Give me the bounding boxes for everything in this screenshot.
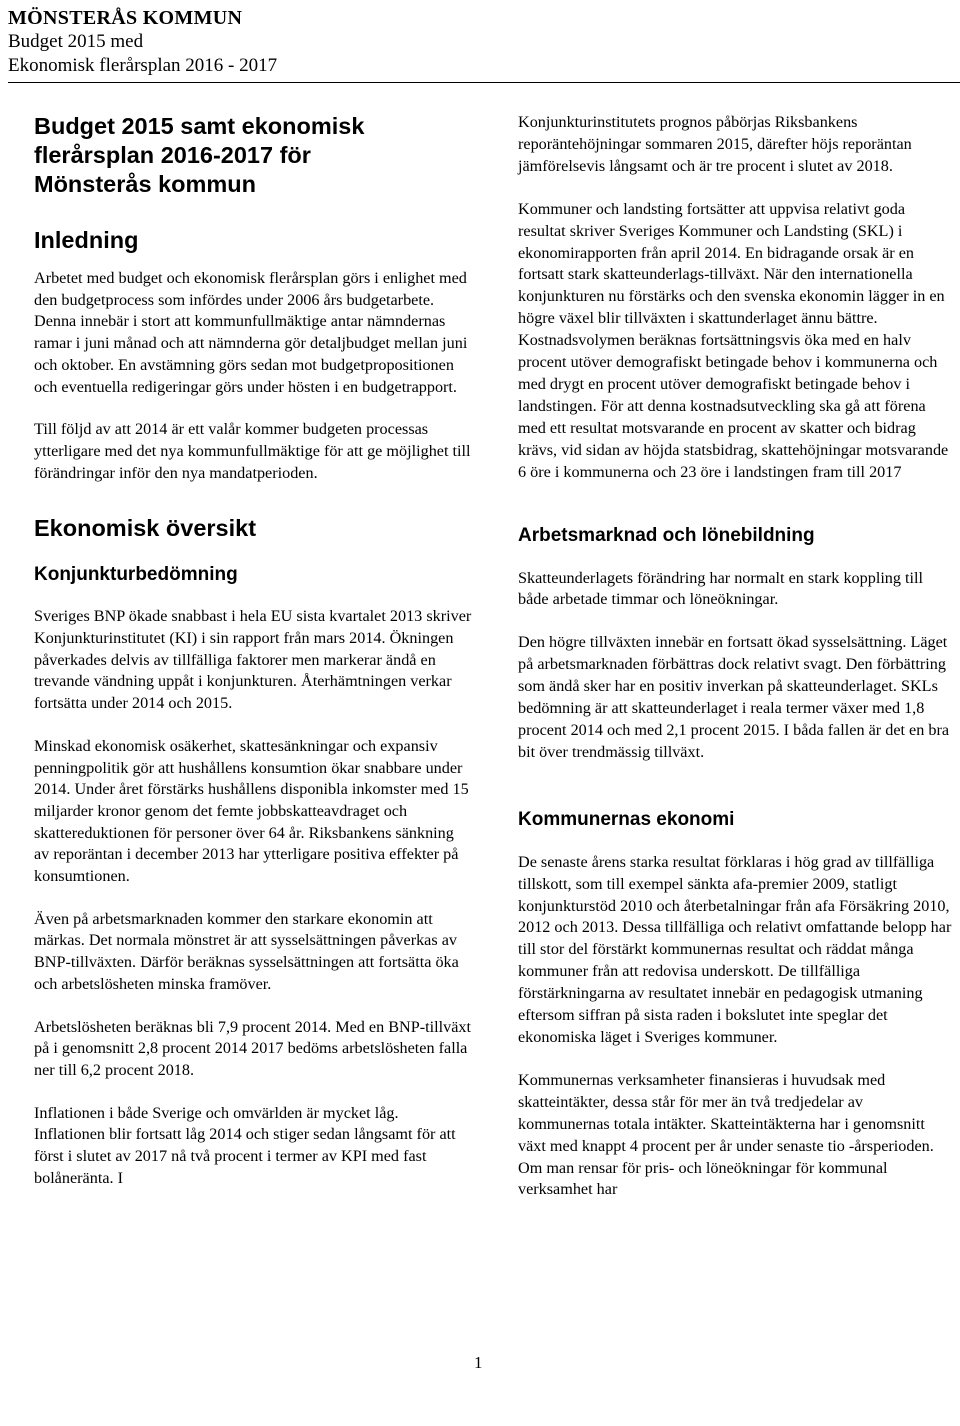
paragraph-konjunktur-5: Inflationen i både Sverige och omvärlden är mycket låg. Inflationen blir fortsatt låg 2014 och stiger sedan långsamt för att först i slutet av 2017 nå två procent i termer av KPI med fast bolåneränta. I [34,1103,456,1187]
paragraph-inledning-2: Till följd av att 2014 är ett valår kommer budgeten processas ytterligare med det nya kommunfullmäktige för att ge möjlighet till förändringar inför den nya mandatperioden. [34,420,471,482]
page-number: 1 [474,1353,483,1372]
header-budget-line: Budget 2015 med [8,31,144,52]
heading-ekonomisk-oversikt: Ekonomisk översikt [34,515,257,542]
paragraph-inledning-1: Arbetet med budget och ekonomisk flerårsplan görs i enlighet med den budgetprocess som infördes under 2006 års budgetarbete. Denna innebär i stort att kommunfullmäktige antar nämndernas ramar i juni månad och att nämnderna gör detaljbudget mellan juni och oktober. En avstämning görs sedan mot budgetpropositionen och eventuella redigeringar görs under hösten i en budgetrapport. [34,269,468,396]
heading-konjunkturbedomning: Konjunkturbedömning [34,564,238,586]
title-line-3: Mönsterås kommun [34,171,256,197]
document-title [34,112,472,199]
right-column [518,112,952,1201]
title-line-1: Budget 2015 samt ekonomisk [34,113,365,139]
page-header [8,6,960,83]
title-line-2: flerårsplan 2016-2017 för [34,142,311,168]
paragraph-riksbank-prognos: Konjunkturinstitutets prognos påbörjas Riksbankens reporäntehöjningar sommaren 2015, därefter höjs reporäntan jämförelsevis långsamt och är tre procent i slutet av 2018. [518,113,912,175]
heading-arbetsmarknad: Arbetsmarknad och lönebildning [518,524,815,546]
paragraph-konjunktur-3: Även på arbetsmarknaden kommer den starkare ekonomin att märkas. Det normala mönstret är att sysselsättningen påverkas av BNP-tillväxten. Därför beräknas sysselsättningen att fortsätta öka och arbetslösheten minska framöver. [34,909,459,993]
heading-kommunernas-ekonomi: Kommunernas ekonomi [518,808,735,830]
header-plan-line: Ekonomisk flerårsplan 2016 - 2017 [8,55,278,76]
paragraph-kommunernas-2: Kommunernas verksamheter finansieras i huvudsak med skatteintäkter, dessa står för mer än två tredjedelar av kommunernas totala intäkter. Skatteintäkterna har i genomsnitt växt med knappt 4 procent per år under senaste tio -årsperioden. Om man rensar för pris- och löneökningar för kommunal verksamhet har [518,1070,934,1199]
paragraph-konjunktur-4: Arbetslösheten beräknas bli 7,9 procent 2014. Med en BNP-tillväxt på i genomsnitt 2,8 procent 2014 2017 bedöms arbetslösheten falla ner till 6,2 procent 2018. [34,1017,471,1079]
header-municipality: MÖNSTERÅS KOMMUN [8,7,243,29]
paragraph-arbetsmarknad-2: Den högre tillväxten innebär en fortsatt ökad sysselsättning. Läget på arbetsmarknaden förbättras dock relativt svagt. Den förbättring som ändå sker har en positiv inverkan på skatteunderlaget. SKLs bedömning är att skatteunderlaget i reala termer växer med 1,8 procent 2014 och med 2,1 procent 2015. I båda fallen är det en bra bit över trendmässig tillväxt. [518,633,950,761]
paragraph-konjunktur-1: Sveriges BNP ökade snabbast i hela EU sista kvartalet 2013 skriver Konjunkturinstitutet (KI) i sin rapport från mars 2014. Ökningen påverkades delvis av tillfälliga faktorer men markerar ändå en trevande vändning uppåt i konjunkturen. Återhämtningen verkar fortsätta under 2014 och 2015. [34,607,472,713]
heading-inledning: Inledning [34,227,139,253]
paragraph-konjunktur-2: Minskad ekonomisk osäkerhet, skattesänkningar och expansiv penningpolitik gör att hushållens konsumtion ökar snabbare under 2014. Under året förstärks hushållens disponibla inkomster med 15 miljarder kronor genom det femte jobbskatteavdraget och skattereduktionen för personer över 64 år. Riksbankens sänkning av reporäntan i december 2013 har ytterligare positiva effekter på konsumtionen. [34,736,469,886]
left-column [34,112,472,1190]
paragraph-kommunernas-1: De senaste årens starka resultat förklaras i hög grad av tillfälliga tillskott, som till exempel sänkta afa-premier 2009, statligt konjunkturstöd 2010 och återbetalningar från afa Försäkring 2010, 2012 och 2013. Dessa tillfälliga och relativt omfattande belopp har till stor del förstärkt kommunernas resultat och räddat många kommuner från att redovisa underskott. De tillfälliga förstärkningarna av resultatet innebär en pedagogisk utmaning eftersom siffran på sista raden i bokslutet inte speglar det ekonomiska läget i Sveriges kommuner. [518,852,952,1046]
paragraph-skl-resultat: Kommuner och landsting fortsätter att uppvisa relativt goda resultat skriver Sveriges Kommuner och Landsting (SKL) i ekonomirapporten från april 2014. En bidragande orsak är en fortsatt stark skatteunderlags-tillväxt. När den internationella konjunkturen nu förstärks och den svenska ekonomin lägger in en högre växel blir tillväxten i skattunderlaget ännu bättre. Kostnadsvolymen beräknas fortsättningsvis öka med en halv procent utöver demografiskt betingade behov i kommunerna och med drygt en procent utöver demografiskt betingade behov i landstingen. För att denna kostnadsutveckling ska gå att förena med ett resultat motsvarande en procent av skatter och bidrag krävs, vid sidan av höjda statsbidrag, skattehöjningar motsvarande 6 öre i kommunerna och 23 öre i landstingen fram till 2017 [518,199,949,481]
paragraph-arbetsmarknad-1: Skatteunderlagets förändring har normalt en stark koppling till både arbetade timmar och löneökningar. [518,568,924,609]
